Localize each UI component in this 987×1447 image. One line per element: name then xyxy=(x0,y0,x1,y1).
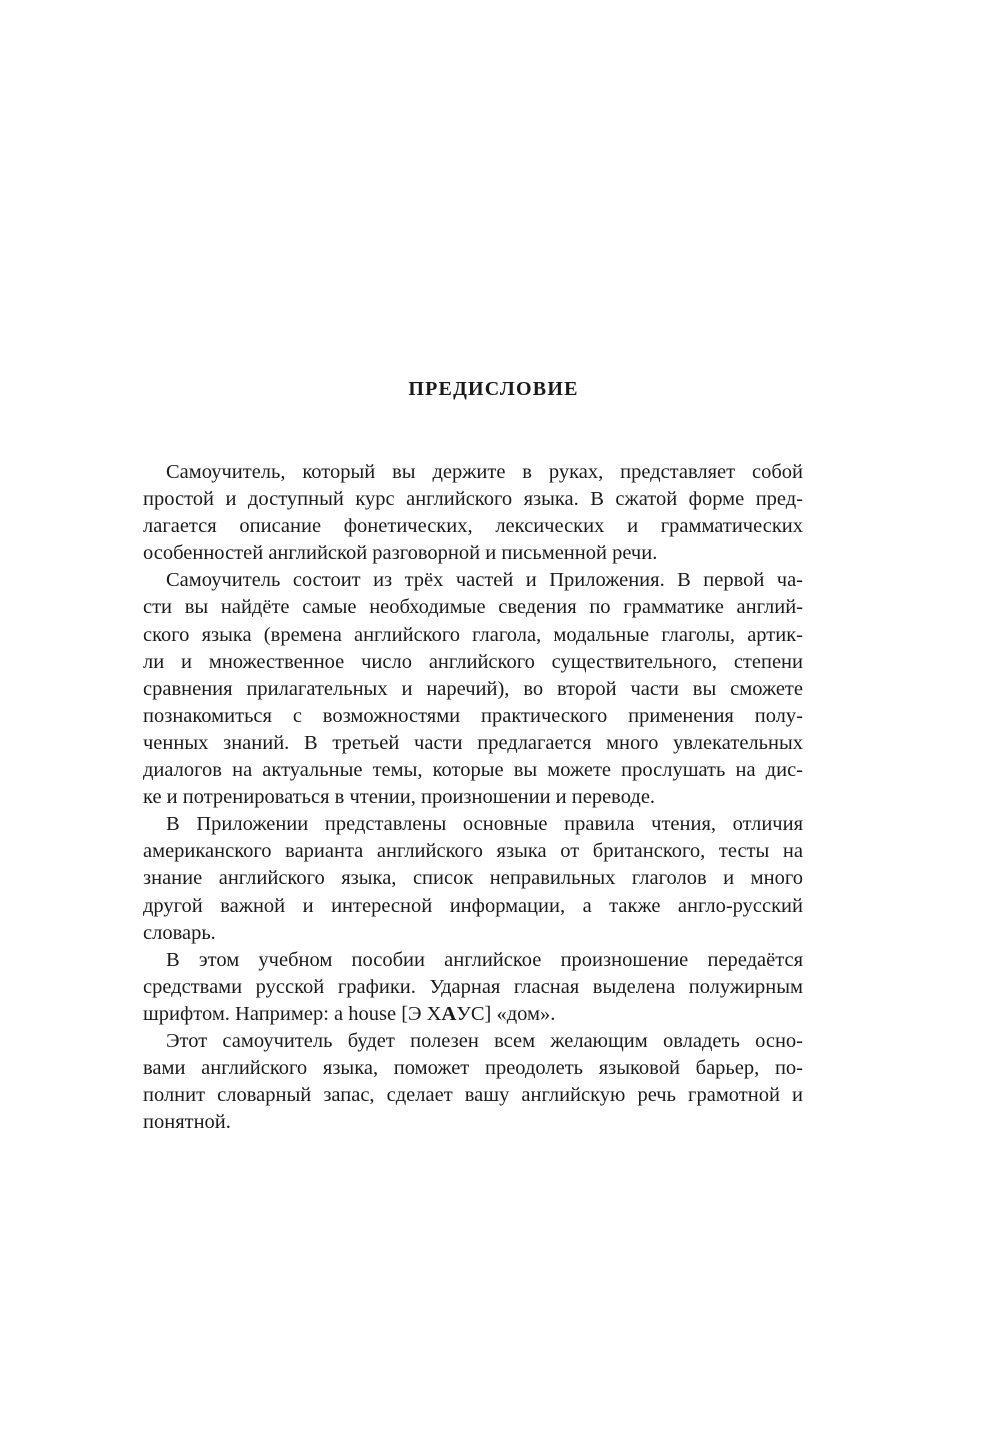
text-line: ского языка (времена английского глагола, модальные глаголы, артик- xyxy=(143,623,803,646)
text-line: Самоучитель состоит из трёх частей и Приложения. В первой ча- xyxy=(166,569,803,592)
text-line: ли и множественное число английского существительного, степени xyxy=(143,650,803,673)
example-text-before: шрифтом. Например: a house [Э Х xyxy=(143,1002,442,1025)
text-line: знание английского языка, список неправильных глаголов и много xyxy=(143,867,803,890)
paragraph-2 xyxy=(143,567,803,811)
text-line: сти вы найдёте самые необходимые сведения по грамматике англий- xyxy=(143,596,803,619)
text-line: простой и доступный курс английского языка. В сжатой форме пред- xyxy=(143,488,803,511)
text-line: диалогов на актуальные темы, которые вы можете прослушать на дис- xyxy=(143,759,803,782)
text-line: американского варианта английского языка от британского, тесты на xyxy=(143,840,803,863)
example-text-after: УС] «дом». xyxy=(456,1002,556,1025)
text-line: Самоучитель, который вы держите в руках, представляет собой xyxy=(166,461,803,483)
text-line: ке и потренироваться в чтении, произношении и переводе. xyxy=(143,786,656,809)
text-line: Этот самоучитель будет полезен всем желающим овладеть осно- xyxy=(166,1029,803,1052)
text-line: познакомиться с возможностями практического применения полу- xyxy=(143,704,803,727)
page-title: ПРЕДИСЛОВИЕ xyxy=(408,378,579,400)
text-line: В этом учебном пособии английское произношение передаётся xyxy=(166,948,803,971)
paragraph-5 xyxy=(143,1028,803,1136)
text-line: ченных знаний. В третьей части предлагается много увлекательных xyxy=(143,731,803,754)
text-line: сравнения прилагательных и наречий), во второй части вы сможете xyxy=(143,677,803,700)
text-line: словарь. xyxy=(143,921,216,944)
preface-body xyxy=(143,459,803,1136)
paragraph-1 xyxy=(143,459,803,567)
paragraph-4 xyxy=(143,947,803,1028)
stressed-vowel: А xyxy=(441,1002,457,1025)
text-line: полнит словарный запас, сделает вашу английскую речь грамотной и xyxy=(143,1084,803,1107)
paragraph-3 xyxy=(143,811,803,946)
text-line: понятной. xyxy=(143,1111,231,1134)
pronunciation-example-line xyxy=(143,1001,803,1028)
text-line: вами английского языка, поможет преодолеть языковой барьер, по- xyxy=(143,1057,803,1080)
text-line: В Приложении представлены основные правила чтения, отличия xyxy=(166,813,803,836)
text-line: другой важной и интересной информации, а также англо-русский xyxy=(143,894,803,917)
text-line: особенностей английской разговорной и письменной речи. xyxy=(143,542,658,565)
text-line: средствами русской графики. Ударная гласная выделена полужирным xyxy=(143,975,803,998)
text-line: лагается описание фонетических, лексических и грамматических xyxy=(143,515,803,538)
